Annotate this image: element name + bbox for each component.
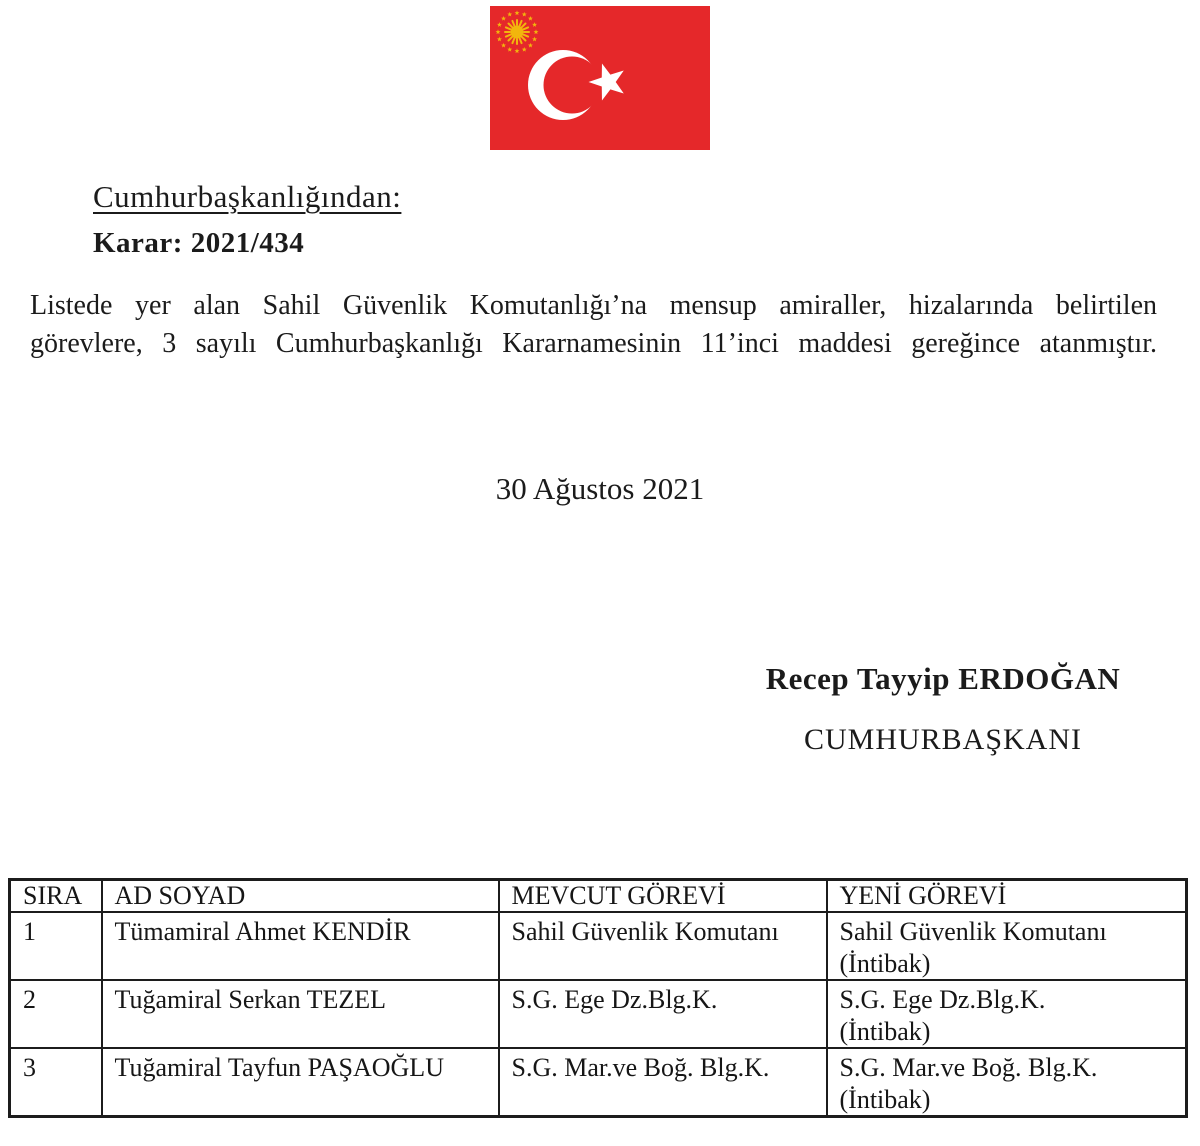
header-sira: SIRA [10, 880, 102, 913]
cell-current-duty: Sahil Güvenlik Komutanı [499, 912, 827, 980]
cell-no: 2 [10, 980, 102, 1048]
document-source-heading: Cumhurbaşkanlığından: [93, 179, 402, 214]
sun-emblem-icon [505, 20, 529, 44]
flag-svg [490, 6, 710, 150]
cell-name: Tuğamiral Serkan TEZEL [102, 980, 499, 1048]
decree-paragraph [30, 287, 1157, 363]
signature-title: CUMHURBAŞKANI [803, 723, 1083, 756]
decree-paragraph-line-2: görevlere, 3 sayılı Cumhurbaşkanlığı Kararnamesinin 11’inci maddesi gereğince atanmıştır. [30, 328, 1157, 359]
appointments-table [8, 878, 1188, 1118]
signature-block [686, 661, 1200, 757]
cell-new-duty-text: Sahil Güvenlik Komutanı [839, 917, 1107, 946]
cell-new-duty-note: (İntibak) [839, 949, 931, 978]
turkish-presidential-flag-icon [490, 6, 710, 150]
cell-new-duty-text: S.G. Mar.ve Boğ. Blg.K. [839, 1053, 1098, 1082]
decision-number: Karar: 2021/434 [93, 227, 305, 259]
cell-new-duty-text: S.G. Ege Dz.Blg.K. [839, 985, 1046, 1014]
table-header-row [10, 880, 1187, 913]
table-row [10, 1048, 1187, 1117]
cell-no: 3 [10, 1048, 102, 1117]
header-ad-soyad: AD SOYAD [102, 880, 499, 913]
decree-date: 30 Ağustos 2021 [495, 471, 705, 506]
signature-name: Recep Tayyip ERDOĞAN [765, 661, 1121, 696]
cell-current-duty: S.G. Mar.ve Boğ. Blg.K. [499, 1048, 827, 1117]
cell-name: Tümamiral Ahmet KENDİR [102, 912, 499, 980]
cell-new-duty-note: (İntibak) [839, 1017, 931, 1046]
table-row [10, 980, 1187, 1048]
header-mevcut-gorevi: MEVCUT GÖREVİ [499, 880, 827, 913]
header-yeni-gorevi: YENİ GÖREVİ [827, 880, 1187, 913]
table-row [10, 912, 1187, 980]
cell-no: 1 [10, 912, 102, 980]
cell-new-duty [827, 912, 1187, 980]
flag-field [490, 6, 710, 150]
cell-new-duty-note: (İntibak) [839, 1085, 931, 1114]
cell-new-duty [827, 1048, 1187, 1117]
decree-paragraph-line-1: Listede yer alan Sahil Güvenlik Komutanlığı’na mensup amiraller, hizalarında belirtilen [30, 290, 1157, 321]
cell-name: Tuğamiral Tayfun PAŞAOĞLU [102, 1048, 499, 1117]
cell-new-duty [827, 980, 1187, 1048]
cell-current-duty: S.G. Ege Dz.Blg.K. [499, 980, 827, 1048]
